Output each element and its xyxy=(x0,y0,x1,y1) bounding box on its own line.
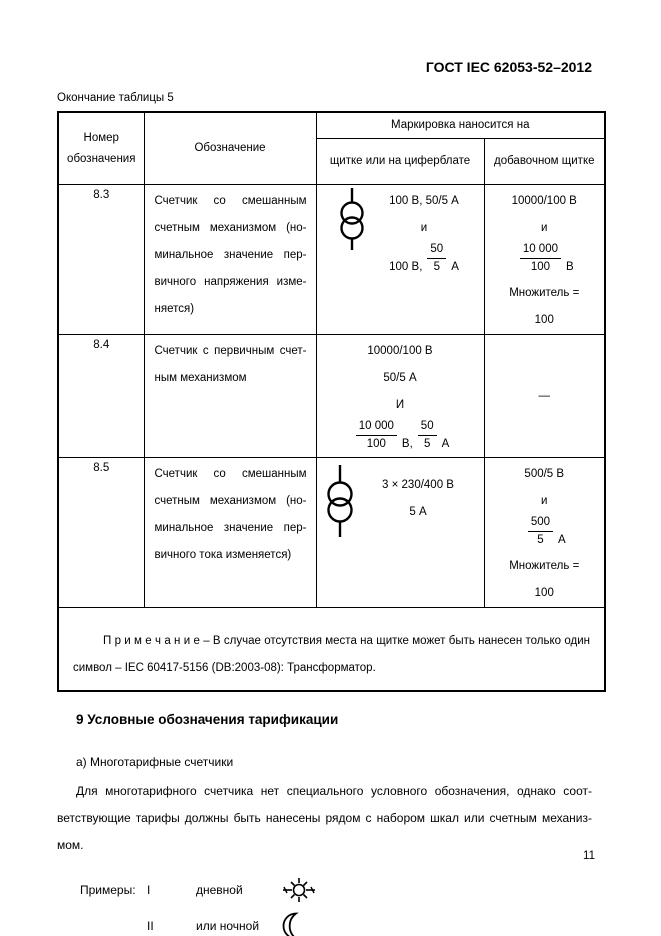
cell-number: 8.4 xyxy=(58,335,144,458)
cell-additional-dash: — xyxy=(484,335,605,458)
section-9-heading: 9 Условные обозначения тарификации xyxy=(76,712,339,727)
item-a-label: а) Многотарифные счетчики xyxy=(76,755,234,769)
cell-panel-marking: 100 В, 50/5 А и 100 В, $\frac{50}{5}$ А xyxy=(316,185,484,335)
table-5 xyxy=(57,111,606,692)
section-9-paragraph: Для многотарифного счетчика нет специального условного обозначения, однако соот- ветствующие тарифы должны быть нанесены рядом с набором шкал или счетным механиз- мом. xyxy=(57,784,592,852)
col-header-additional: добавочном щитке xyxy=(484,139,605,185)
sun-icon xyxy=(280,877,318,903)
table-note-row xyxy=(58,608,605,692)
cell-additional-marking: 10000/100 В и $\frac{10 000}{100}$ В Множитель = 100 xyxy=(484,185,605,335)
cell-designation: Счетчик со смешанным счетным механизмом (но- минальное значение пер- вичного тока изменяется) xyxy=(144,458,316,608)
table-row-8-5 xyxy=(58,458,605,608)
tariff-numeral: II xyxy=(147,919,154,933)
col-header-number: Номер обозначения xyxy=(58,112,144,185)
cell-designation: Счетчик со смешанным счетным механизмом (но- минальное значение пер- вичного напряжения изме- няется) xyxy=(144,185,316,335)
fraction: $\frac{500}{5}$ xyxy=(528,515,553,547)
cell-additional-marking: 500/5 В и $\frac{500}{5}$ А Множитель = 100 xyxy=(484,458,605,608)
table-note: П р и м е ч а н и е – В случае отсутствия места на щитке может быть нанесен только один символ – IEC 60417-5156 (DB:2003-08): Трансформатор. xyxy=(58,608,605,692)
examples-block xyxy=(80,872,661,936)
transformer-icon xyxy=(339,188,365,250)
tariff-name: дневной xyxy=(196,883,243,897)
page-number: 11 xyxy=(583,850,595,862)
cell-panel-marking: 10000/100 В 50/5 А И $\frac{10 000}{100}$ В, $\frac{50}{5}$ А xyxy=(316,335,484,458)
moon-icon xyxy=(280,912,302,936)
transformer-icon xyxy=(327,465,353,537)
examples-label: Примеры: xyxy=(80,883,136,897)
example-row-night xyxy=(80,908,661,936)
cell-panel-marking: 3 × 230/400 В 5 А xyxy=(316,458,484,608)
fraction: $\frac{10 000}{100}$ xyxy=(520,242,561,274)
fraction: $\frac{50}{5}$ xyxy=(418,419,437,451)
col-header-marking: Маркировка наносится на xyxy=(316,112,605,139)
table-row-8-3 xyxy=(58,185,605,335)
tariff-numeral: I xyxy=(147,883,151,897)
table-row-8-4 xyxy=(58,335,605,458)
table-caption: Окончание таблицы 5 xyxy=(57,92,174,104)
cell-number: 8.5 xyxy=(58,458,144,608)
fraction: $\frac{50}{5}$ xyxy=(427,242,446,274)
col-header-panel: щитке или на циферблате xyxy=(316,139,484,185)
col-header-designation: Обозначение xyxy=(144,112,316,185)
fraction: $\frac{10 000}{100}$ xyxy=(356,419,397,451)
cell-designation: Счетчик с первичным счет- ным механизмом xyxy=(144,335,316,458)
example-row-day xyxy=(80,872,661,908)
doc-header-title: ГОСТ IEC 62053-52–2012 xyxy=(425,59,592,75)
cell-number: 8.3 xyxy=(58,185,144,335)
tariff-name: или ночной xyxy=(196,919,260,933)
